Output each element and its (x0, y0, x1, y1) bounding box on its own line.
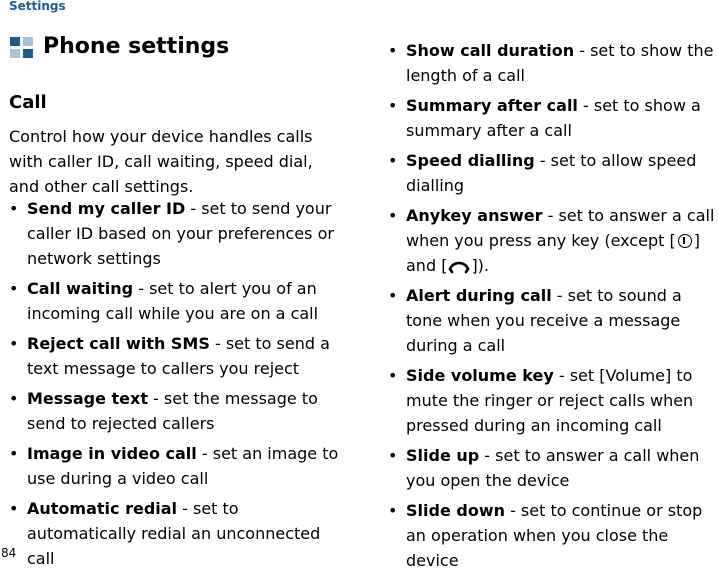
section-heading: Call (9, 92, 47, 113)
list-item (388, 283, 718, 358)
settings-list-right (388, 38, 718, 578)
bullet: • (388, 286, 398, 305)
settings-list-left (9, 196, 339, 576)
bullet: • (388, 366, 398, 385)
item-description: - set to send a text message to callers you reject (27, 334, 330, 378)
bullet: • (388, 446, 398, 465)
bullet: • (388, 41, 398, 60)
bullet: • (388, 151, 398, 170)
list-item (9, 276, 339, 326)
list-item (388, 443, 718, 493)
item-description: - set to answer a call when you press any key (except [ (406, 206, 715, 250)
item-description: - set to answer a call when you open the device (406, 446, 700, 490)
list-item (9, 196, 339, 271)
item-name: Image in video call (27, 444, 197, 463)
bullet: • (9, 444, 19, 463)
page-title: Phone settings (43, 34, 230, 59)
item-description: - set to continue or stop an operation when you close the device (406, 501, 703, 570)
bullet: • (9, 199, 19, 218)
item-description: - set to alert you of an incoming call while you are on a call (27, 279, 319, 323)
item-name: Automatic redial (27, 499, 178, 518)
item-name: Anykey answer (406, 206, 543, 225)
section-intro: Control how your device handles calls with caller ID, call waiting, speed dial, and other call settings. (9, 127, 313, 196)
page-title-row (10, 34, 229, 59)
item-name: Slide up (406, 446, 480, 465)
item-name: Reject call with SMS (27, 334, 210, 353)
item-description: - set to automatically redial an unconnected call (27, 499, 321, 568)
list-item (9, 386, 339, 436)
item-description: - set [Volume] to mute the ringer or reject calls when pressed during an incoming call (406, 366, 694, 435)
item-name: Summary after call (406, 96, 578, 115)
bullet: • (9, 389, 19, 408)
item-description: - set to sound a tone when you receive a message during a call (406, 286, 682, 355)
list-item (388, 363, 718, 438)
bullet: • (9, 499, 19, 518)
item-name: Show call duration (406, 41, 575, 60)
item-name: Speed dialling (406, 151, 535, 170)
item-name: Send my caller ID (27, 199, 186, 218)
bullet: • (9, 279, 19, 298)
end-call-key-icon (448, 258, 470, 274)
page-number: 84 (1, 546, 17, 560)
item-description: ]). (471, 256, 490, 275)
item-description: ] and [ (406, 231, 700, 275)
list-item (9, 331, 339, 381)
item-description: - set to show a summary after a call (406, 96, 701, 140)
list-item (388, 498, 718, 573)
power-key-icon (678, 234, 692, 248)
item-description: - set to send your caller ID based on your preferences or network settings (27, 199, 334, 268)
item-name: Side volume key (406, 366, 554, 385)
bullet: • (388, 206, 398, 225)
item-name: Message text (27, 389, 148, 408)
bullet: • (388, 501, 398, 520)
item-description: - set to show the length of a call (406, 41, 714, 85)
item-description: - set the message to send to rejected callers (27, 389, 318, 433)
list-item (388, 38, 718, 88)
item-description: - set an image to use during a video call (27, 444, 339, 488)
bullet: • (388, 96, 398, 115)
bullet: • (9, 334, 19, 353)
header-label: Settings (9, 0, 66, 13)
list-item (388, 203, 718, 278)
item-description: - set to allow speed dialling (406, 151, 697, 195)
item-name: Call waiting (27, 279, 134, 298)
list-item (388, 93, 718, 143)
item-name: Slide down (406, 501, 505, 520)
item-name: Alert during call (406, 286, 552, 305)
list-item (9, 441, 339, 491)
list-item (388, 148, 718, 198)
settings-grid-icon (10, 35, 34, 59)
